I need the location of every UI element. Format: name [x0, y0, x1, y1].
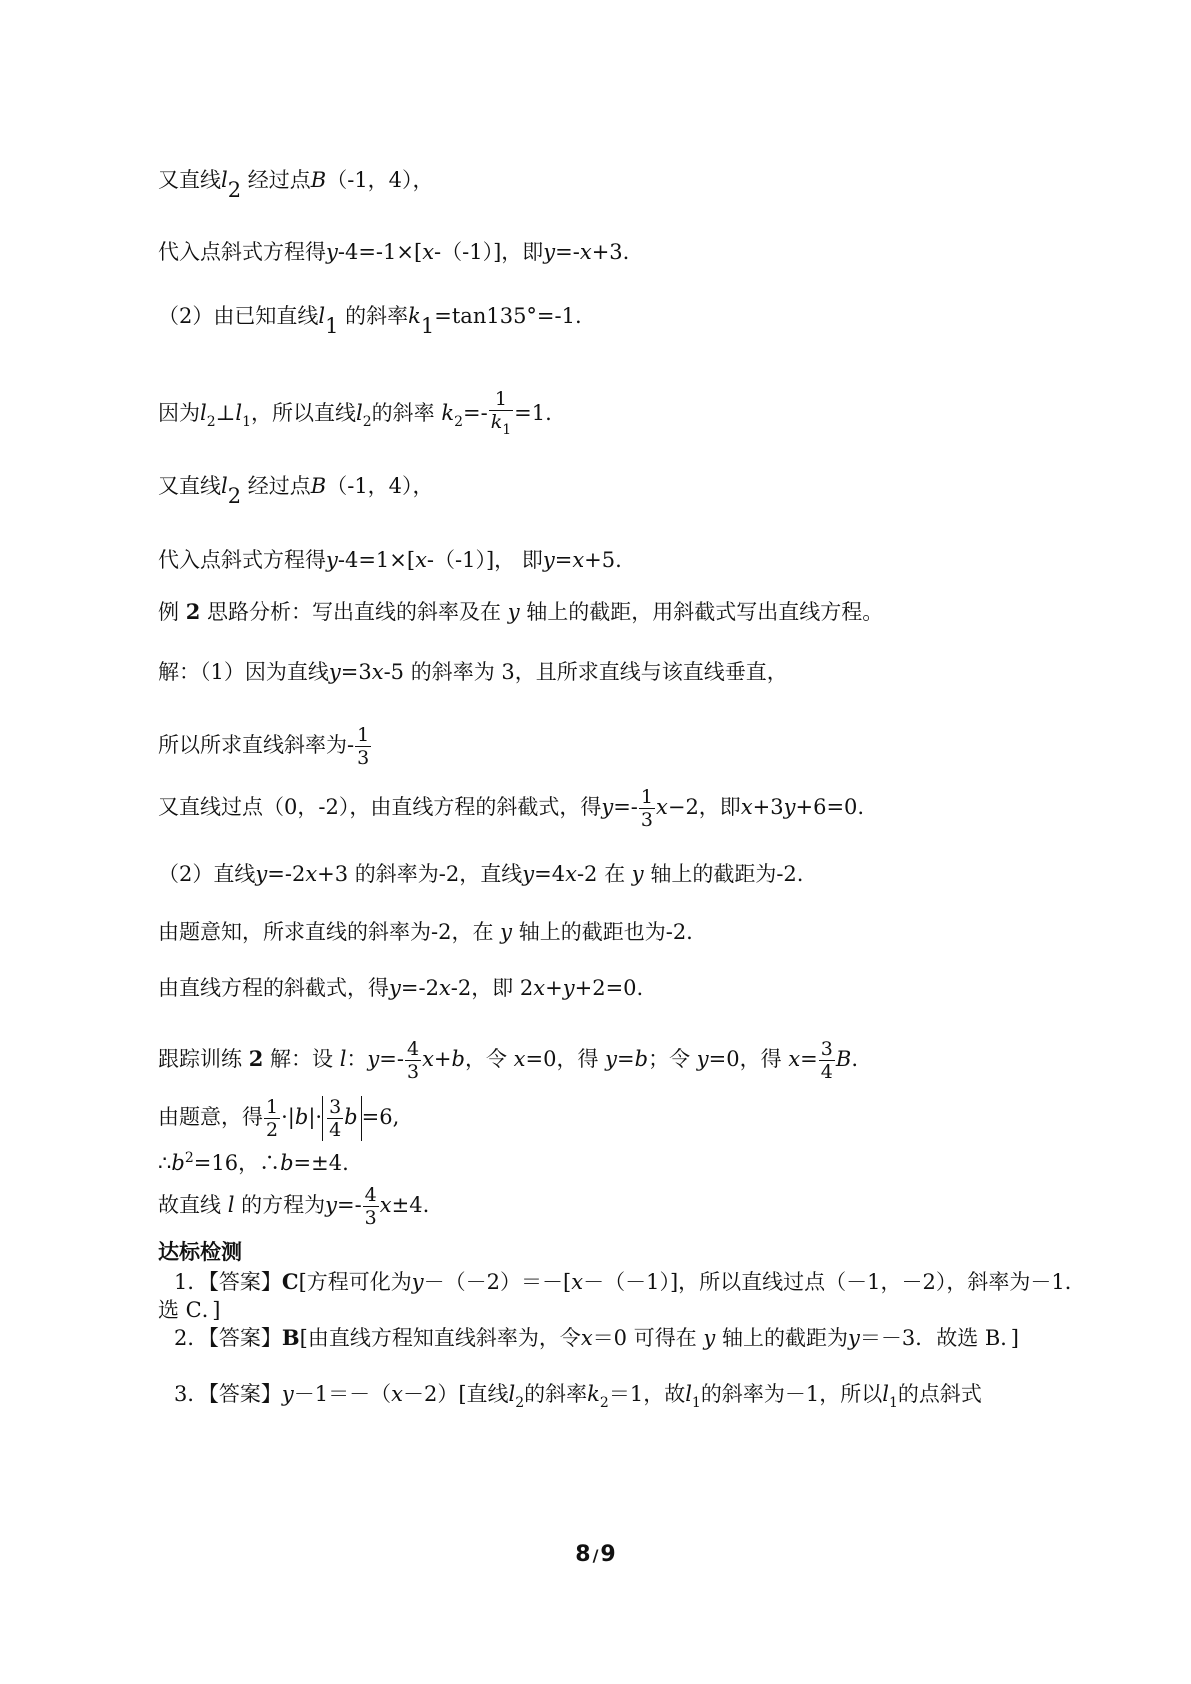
text: +3	[752, 795, 784, 819]
var-x: x	[415, 548, 427, 572]
text-line-16	[158, 1144, 349, 1177]
var-x: x	[580, 1326, 593, 1350]
var-l: l	[882, 1382, 889, 1406]
text: -（-1）]， 即	[426, 548, 543, 572]
var-B: B	[310, 474, 327, 498]
text: =	[617, 1047, 635, 1071]
text: 轴上的截距为	[721, 1326, 848, 1350]
text-line-5	[158, 472, 434, 510]
text: 由题意知，所求直线的斜率为-2，在	[158, 920, 494, 944]
fraction-1-over-2: $\frac{1}{2}$	[266, 1096, 279, 1141]
var-y: y	[601, 795, 614, 819]
var-x: x	[571, 1270, 584, 1294]
text: 因为	[158, 401, 200, 425]
var-y: y	[328, 660, 341, 684]
var-y: y	[411, 1270, 424, 1294]
text: －（－2）＝－[	[423, 1270, 572, 1294]
var-x: x	[572, 548, 585, 572]
var-l: l	[221, 474, 228, 498]
var-l: l	[356, 401, 363, 425]
text: =0，得	[525, 1047, 599, 1071]
var-y: y	[281, 1382, 294, 1406]
text: -4=-1×[	[337, 240, 423, 264]
text: =-2	[400, 976, 439, 1000]
text: 经过点	[247, 168, 311, 192]
subscript: 1	[325, 314, 339, 338]
absolute-value	[322, 1096, 362, 1141]
text: ：	[346, 1047, 368, 1071]
text: +	[545, 976, 563, 1000]
var-y: y	[507, 600, 520, 624]
text: +3.	[591, 240, 630, 264]
text: =-	[379, 1047, 404, 1071]
text: -5 的斜率为 3，且所求直线与该直线垂直，	[383, 660, 788, 684]
text: 代入点斜式方程得	[158, 240, 326, 264]
var-y: y	[325, 1193, 337, 1217]
answer-3	[174, 1380, 982, 1417]
text: =-	[463, 401, 488, 425]
text: 经过点	[247, 474, 311, 498]
subscript: 1	[691, 1395, 701, 1411]
var-x: x	[565, 862, 577, 886]
text: （2）由已知直线	[158, 304, 319, 328]
text: =16，∴	[193, 1151, 281, 1175]
text: |·	[308, 1105, 323, 1129]
fraction-1-over-3: $\frac{1}{3}$	[640, 786, 653, 831]
text: =±4.	[293, 1151, 349, 1175]
text: ·|	[281, 1105, 295, 1129]
var-B: B	[310, 168, 327, 192]
var-x: x	[513, 1047, 526, 1071]
var-b: b	[344, 1105, 358, 1129]
subscript: 2	[362, 414, 372, 430]
var-b: b	[451, 1047, 465, 1071]
text: ，所以直线	[251, 401, 357, 425]
var-y: y	[255, 862, 268, 886]
subscript: 2	[227, 484, 242, 508]
var-l: l	[221, 168, 228, 192]
text: =0，得	[708, 1047, 782, 1071]
text-line-13	[158, 974, 643, 1002]
var-k: k	[441, 401, 455, 425]
var-y: y	[703, 1326, 716, 1350]
answer-2	[158, 1324, 1090, 1352]
var-k: k	[587, 1382, 600, 1406]
section-heading: 达标检测	[158, 1239, 242, 1264]
text: 的斜率为－1，所以	[700, 1382, 883, 1406]
var-y: y	[783, 795, 796, 819]
text: 由直线方程的斜截式，得	[158, 976, 389, 1000]
text-line-3	[158, 302, 582, 340]
text-line-9	[158, 724, 372, 769]
var-x: x	[788, 1047, 801, 1071]
var-b: b	[294, 1105, 309, 1129]
var-x: x	[740, 795, 753, 819]
text: +5.	[584, 548, 622, 572]
text-line-2	[158, 238, 629, 266]
superscript: 2	[184, 1150, 194, 1166]
text: 2．【答案】	[174, 1326, 282, 1350]
var-x: x	[371, 660, 384, 684]
text: +3 的斜率为-2，直线	[317, 862, 523, 886]
text: +	[433, 1047, 452, 1071]
var-x: x	[305, 862, 318, 886]
text: 解：设	[270, 1047, 333, 1071]
var-y: y	[542, 548, 555, 572]
fraction-4-over-3: $\frac{4}{3}$	[406, 1038, 420, 1083]
text: +2=0.	[574, 976, 644, 1000]
text: 又直线	[158, 168, 221, 192]
var-x: x	[656, 795, 668, 819]
page-number: 8 /9	[575, 1542, 616, 1567]
text: [方程可化为	[298, 1270, 412, 1294]
text: －1＝－（	[293, 1382, 392, 1406]
example-number: 2	[185, 599, 201, 624]
var-b: b	[634, 1047, 649, 1071]
var-x: x	[422, 1047, 434, 1071]
text: =-	[555, 240, 580, 264]
var-l: l	[227, 1193, 235, 1217]
text: （-1，4），	[326, 168, 434, 192]
text: =4	[534, 862, 566, 886]
text: 轴上的截距也为-2.	[518, 920, 693, 944]
text-line-8	[158, 658, 788, 686]
text: ±4.	[391, 1193, 430, 1217]
text: 故直线	[158, 1193, 221, 1217]
fraction-3-over-4: $\frac{3}{4}$	[820, 1038, 833, 1083]
text: 解：（1）因为直线	[158, 660, 329, 684]
fraction-4-over-3: $\frac{4}{3}$	[364, 1184, 377, 1229]
text: =	[800, 1047, 818, 1071]
text: =-	[336, 1193, 362, 1217]
text: -4=1×[	[337, 548, 416, 572]
text: ⊥	[215, 401, 236, 425]
subscript: 1	[242, 414, 252, 430]
answer-letter: B	[281, 1325, 300, 1350]
var-y: y	[500, 920, 513, 944]
text: ∴	[158, 1151, 172, 1175]
subscript: 2	[599, 1395, 609, 1411]
var-x: x	[533, 976, 546, 1000]
text: =6,	[361, 1105, 400, 1129]
var-x: x	[438, 976, 451, 1000]
var-y: y	[326, 548, 338, 572]
text: 又直线过点（0，-2），由直线方程的斜截式，得	[158, 795, 602, 819]
text: ＝－3．故选 B．]	[859, 1326, 1020, 1350]
text-line-12	[158, 918, 693, 946]
var-y: y	[847, 1326, 860, 1350]
text: 代入点斜式方程得	[158, 548, 326, 572]
text: [由直线方程知直线斜率为，令	[299, 1326, 581, 1350]
var-y: y	[522, 862, 535, 886]
text-line-14: 跟踪训练 2 解：设 l：y=- $\frac{4}{3}$ x+b，令 x=0，得 y=b；令 y=0，得 x= $\frac{3}{4}$ B.	[158, 1038, 858, 1083]
var-b: b	[280, 1151, 294, 1175]
answer-1	[158, 1268, 1090, 1324]
text: 的方程为	[241, 1193, 326, 1217]
var-l: l	[200, 401, 207, 425]
text: =tan135°=-1.	[434, 304, 582, 328]
var-x: x	[379, 1193, 392, 1217]
text: 的斜率	[524, 1382, 588, 1406]
fraction-3-over-4: $\frac{3}{4}$	[329, 1096, 342, 1141]
text: 3．【答案】	[174, 1382, 282, 1406]
text: 轴上的截距为-2.	[650, 862, 804, 886]
text-line-11	[158, 860, 803, 888]
text: 由题意，得	[158, 1105, 263, 1129]
var-y: y	[367, 1047, 380, 1071]
text: 的斜率	[371, 401, 435, 425]
fraction-1-over-k1: $\frac{1}{k_1}$	[490, 388, 512, 438]
text: =3	[340, 660, 372, 684]
var-l: l	[318, 304, 326, 328]
var-y: y	[326, 240, 338, 264]
subscript: 2	[227, 178, 242, 202]
answer-letter: C	[281, 1269, 299, 1294]
text: 所以所求直线斜率为-	[158, 733, 355, 757]
text: ＝1，故	[608, 1382, 686, 1406]
text-line-10	[158, 786, 864, 831]
text: （2）直线	[158, 862, 256, 886]
text: =	[554, 548, 573, 572]
text: 的点斜式	[897, 1382, 982, 1406]
var-k: k	[408, 304, 421, 328]
var-b: b	[171, 1151, 185, 1175]
text-line-4	[158, 388, 552, 441]
text: +6=0.	[795, 795, 865, 819]
subscript: 2	[515, 1395, 525, 1411]
text-line-15	[158, 1096, 399, 1141]
var-y: y	[696, 1047, 709, 1071]
var-y: y	[631, 862, 644, 886]
text: －（－1）]，所以直线过点（－1，－2），斜率为－1．选 C．]	[158, 1270, 1086, 1322]
text: −2，即	[667, 795, 741, 819]
text: 又直线	[158, 474, 221, 498]
var-l: l	[685, 1382, 692, 1406]
var-y: y	[389, 976, 401, 1000]
text: （-1，4），	[326, 474, 434, 498]
text-line-17	[158, 1184, 429, 1229]
var-y: y	[605, 1047, 618, 1071]
var-y: y	[562, 976, 575, 1000]
text: 的斜率	[345, 304, 409, 328]
text-line-6	[158, 546, 622, 574]
text: -2 在	[576, 862, 626, 886]
text-line-7	[158, 598, 883, 626]
text: 跟踪训练	[158, 1047, 242, 1071]
subscript: 2	[206, 414, 216, 430]
text: -（-1）]，即	[434, 240, 544, 264]
text: 1．【答案】	[174, 1270, 282, 1294]
text: 轴上的截距，用斜截式写出直线方程。	[526, 600, 884, 624]
text: 例	[158, 600, 179, 624]
var-l: l	[508, 1382, 516, 1406]
var-x: x	[422, 240, 435, 264]
text: ；令	[648, 1047, 691, 1071]
text: ＝0 可得在	[592, 1326, 697, 1350]
text: －2）[直线	[402, 1382, 509, 1406]
text: ，令	[464, 1047, 507, 1071]
subscript: 1	[420, 314, 435, 338]
var-l: l	[235, 401, 243, 425]
var-x: x	[391, 1382, 403, 1406]
text: -2，即 2	[450, 976, 534, 1000]
subscript: 1	[888, 1395, 898, 1411]
exercise-number: 2	[248, 1046, 264, 1071]
text-line-1	[158, 166, 434, 204]
fraction-1-over-3: $\frac{1}{3}$	[357, 724, 370, 769]
text: =-	[613, 795, 638, 819]
text: =-2	[267, 862, 306, 886]
text: =1.	[514, 401, 552, 425]
text: 思路分析：写出直线的斜率及在	[207, 600, 501, 624]
subscript: 2	[454, 414, 464, 430]
var-B: B	[835, 1047, 852, 1071]
var-l: l	[339, 1047, 347, 1071]
var-x: x	[579, 240, 592, 264]
var-y: y	[543, 240, 556, 264]
